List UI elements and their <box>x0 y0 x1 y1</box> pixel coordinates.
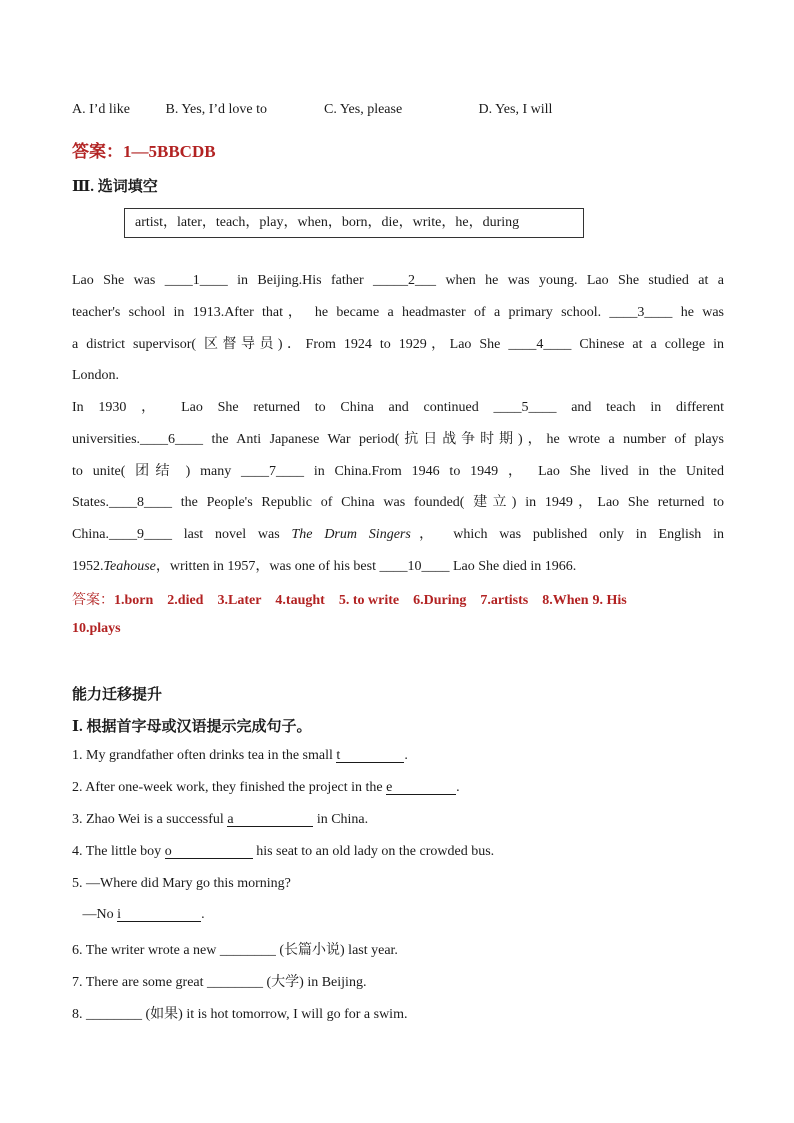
question-text: 2. After one-week work, they finished the project in the <box>72 780 387 795</box>
answer-options <box>72 102 552 118</box>
section-title-ability: 能力迁移提升 <box>72 687 163 703</box>
answer-key-1: 答案：1—5BBCDB <box>72 142 216 161</box>
question-text: . <box>404 748 408 763</box>
passage-line: teacher's school in 1913.After that， he became a headmaster of a primary school. ____3____ he was <box>72 305 724 320</box>
question-text: his seat to an old lady on the crowded bus. <box>252 844 495 859</box>
option-d: D. Yes, I will <box>478 102 553 117</box>
answer-item: 1.born <box>114 593 154 608</box>
passage-line <box>72 525 724 545</box>
word-bank-box: artist，later，teach，play，when，born，die，write，he，during <box>124 208 584 238</box>
answer-item: 7.artists <box>480 593 529 608</box>
passage-text: ， which was published only in English in <box>410 527 724 542</box>
passage-line: a district supervisor( 区督导员)．From 1924 to 1929，Lao She ____4____ Chinese at a college in <box>72 337 724 352</box>
question-text: 3. Zhao Wei is a successful <box>72 812 228 827</box>
question-5: 5. —Where did Mary go this morning? <box>72 876 291 891</box>
answer-item: 5. to write <box>338 593 400 608</box>
answer-item: 8.When <box>542 593 589 608</box>
question-5-reply <box>72 907 205 923</box>
question-text: 4. The little boy <box>72 844 165 859</box>
option-a: A. I’d like <box>72 102 130 117</box>
answer-item: 3.Later <box>217 593 262 608</box>
question-4 <box>72 844 494 860</box>
answer-key-2 <box>72 589 627 609</box>
question-1 <box>72 748 408 764</box>
passage-line: universities.____6____ the Anti Japanese War period(抗日战争时期)，he wrote a number of plays <box>72 432 724 447</box>
first-letter-hint: o <box>164 844 172 859</box>
question-text: 1. My grandfather often drinks tea in the small <box>72 748 337 763</box>
section-title-word-fill: Ⅲ. 选词填空 <box>72 179 158 195</box>
question-8: 8. ________ (如果) it is hot tomorrow, I will go for a swim. <box>72 1007 408 1022</box>
answer-blank[interactable] <box>227 812 313 827</box>
question-text: in China. <box>313 812 369 827</box>
question-text: . <box>201 907 205 922</box>
first-letter-hint: a <box>227 812 234 827</box>
answer-blank[interactable] <box>386 780 456 795</box>
answer-item: 4.taught <box>275 593 325 608</box>
passage-line: London. <box>72 368 120 383</box>
passage-line: In 1930 ， Lao She returned to China and continued ____5____ and teach in different <box>72 400 724 415</box>
option-b: B. Yes, I’d love to <box>165 102 268 117</box>
answer-item: 9. His <box>592 593 627 608</box>
passage-line <box>72 557 724 577</box>
passage-line: to unite( 团结 ) many ____7____ in China.From 1946 to 1949 ， Lao She lived in the United <box>72 464 724 479</box>
answer-item: 6.During <box>413 593 467 608</box>
first-letter-hint: e <box>386 780 393 795</box>
play-title: Teahouse <box>103 559 156 574</box>
answer-item: 2.died <box>167 593 204 608</box>
first-letter-hint: t <box>336 748 341 763</box>
question-text: —No <box>72 907 118 922</box>
passage-text: ，written in 1957，was one of his best ____10____ Lao She died in 1966. <box>155 559 577 574</box>
answer-prefix: 答案： <box>72 593 114 608</box>
answer-blank[interactable] <box>117 907 201 922</box>
answer-blank[interactable] <box>165 844 253 859</box>
question-2 <box>72 780 460 796</box>
answer-key-2-last: 10.plays <box>72 621 121 636</box>
first-letter-hint: i <box>117 907 122 922</box>
question-3 <box>72 812 368 828</box>
passage-line: Lao She was ____1____ in Beijing.His father _____2___ when he was young. Lao She studied at a <box>72 273 724 288</box>
passage-text: 1952. <box>72 559 104 574</box>
question-text: . <box>456 780 460 795</box>
section-subtitle-complete-sentences: Ⅰ. 根据首字母或汉语提示完成句子。 <box>72 719 312 735</box>
question-7: 7. There are some great ________ (大学) in Beijing. <box>72 975 367 990</box>
passage-line: States.____8____ the People's Republic of China was founded( 建立) in 1949，Lao She returned to <box>72 495 724 510</box>
answer-blank[interactable] <box>336 748 404 763</box>
book-title: The Drum Singers <box>291 527 411 542</box>
option-c: C. Yes, please <box>324 102 403 117</box>
passage-text: China.____9____ last novel was <box>72 527 292 542</box>
question-6: 6. The writer wrote a new ________ (长篇小说) last year. <box>72 943 398 958</box>
